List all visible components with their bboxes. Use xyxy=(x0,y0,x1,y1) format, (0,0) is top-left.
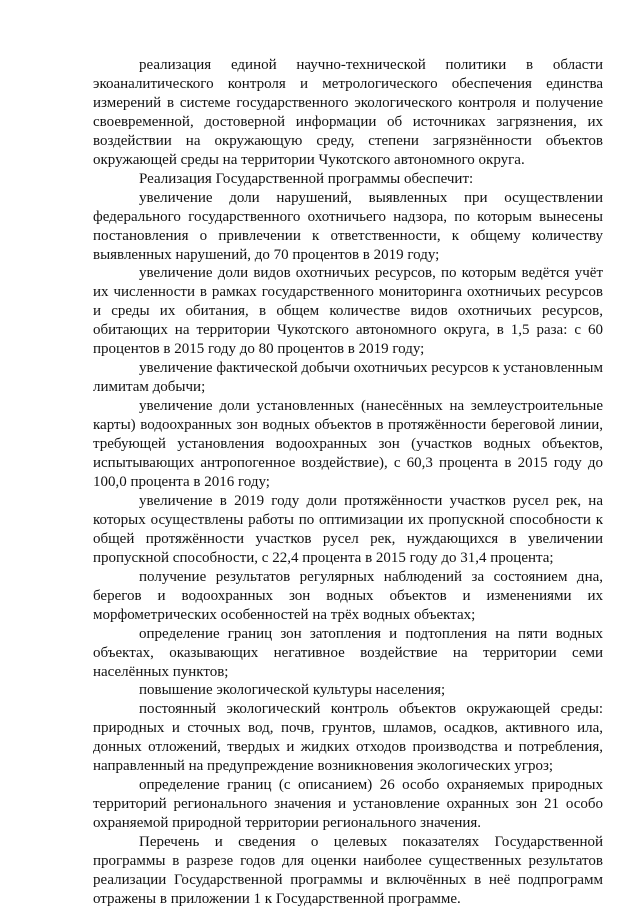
paragraph-target-indicators: Перечень и сведения о целевых показателях Государственной программы в разрезе годов для оценки наиболее существенных результатов реализации Государственной программы и включённых в неё подпрограмм отражены в приложении 1 к Государственной программе. xyxy=(93,834,603,907)
document-page xyxy=(93,56,603,909)
paragraph-protected-territories: определение границ (с описанием) 26 особо охраняемых природных территорий регионального значения и установление охранных зон 21 особо охраняемой природной территории регионального значения. xyxy=(93,777,603,832)
paragraph-environmental-control: постоянный экологический контроль объектов окружающей среды: природных и сточных вод, почв, грунтов, шламов, осадков, активного ила, донных отложений, твердых и жидких отходов производства и потребления, направленный на предупреждение возникновения экологических угроз; xyxy=(93,701,603,775)
paragraph-metrology-policy: реализация единой научно-технической политики в области экоаналитического контроля и метрологического обеспечения единства измерений в системе государственного экологического контроля и получение своевременной, достоверной информации об источниках загрязнения, их воздействии на окружающую среду, степени загрязнённости объектов окружающей среды на территории Чукотского автономного округа. xyxy=(93,57,603,168)
paragraph-riverbed-capacity: увеличение в 2019 году доли протяжённости участков русел рек, на которых осуществлены работы по оптимизации их пропускной способности к общей протяжённости участков русел рек, нуждающихся в увеличении пропускной способности, с 22,4 процента в 2015 году до 31,4 процента; xyxy=(93,492,603,566)
paragraph-program-will-ensure: Реализация Государственной программы обеспечит: xyxy=(139,170,474,187)
paragraph-hunting-species-count: увеличение доли видов охотничьих ресурсов, по которым ведётся учёт их численности в рамках государственного мониторинга охотничьих ресурсов и среды их обитания, в общем количестве видов охотничьих ресурсов, обитающих на территории Чукотского автономного округа, в 1,5 раза: с 60 процентов в 2015 году до 80 процентов в 2019 году; xyxy=(93,265,603,358)
paragraph-hunting-violations: увеличение доли нарушений, выявленных при осуществлении федерального государственного охотничьего надзора, по которым вынесены постановления о привлечении к ответственности, к общему количеству выявленных нарушений, до 70 процентов в 2019 году; xyxy=(93,189,603,263)
paragraph-water-protection-zones: увеличение доли установленных (нанесённых на землеустроительные карты) водоохранных зон водных объектов в протяжённости береговой линии, требующей установления водоохранных зон (участков водных объектов, испытывающих антропогенное воздействие), с 60,3 процента в 2015 году до 100,0 процента в 2016 году; xyxy=(93,398,603,490)
paragraph-regular-observations: получение результатов регулярных наблюдений за состоянием дна, берегов и водоохранных зон водных объектов и изменениями их морфометрических особенностей на трёх водных объектах; xyxy=(93,568,603,623)
paragraph-ecological-culture: повышение экологической культуры населения; xyxy=(139,682,446,699)
paragraph-flood-zones: определение границ зон затопления и подтопления на пяти водных объектах, оказывающих негативное воздействие на территории семи населённых пунктов; xyxy=(93,625,603,680)
paragraph-hunting-harvest: увеличение фактической добычи охотничьих ресурсов к установленным лимитам добычи; xyxy=(93,360,603,396)
